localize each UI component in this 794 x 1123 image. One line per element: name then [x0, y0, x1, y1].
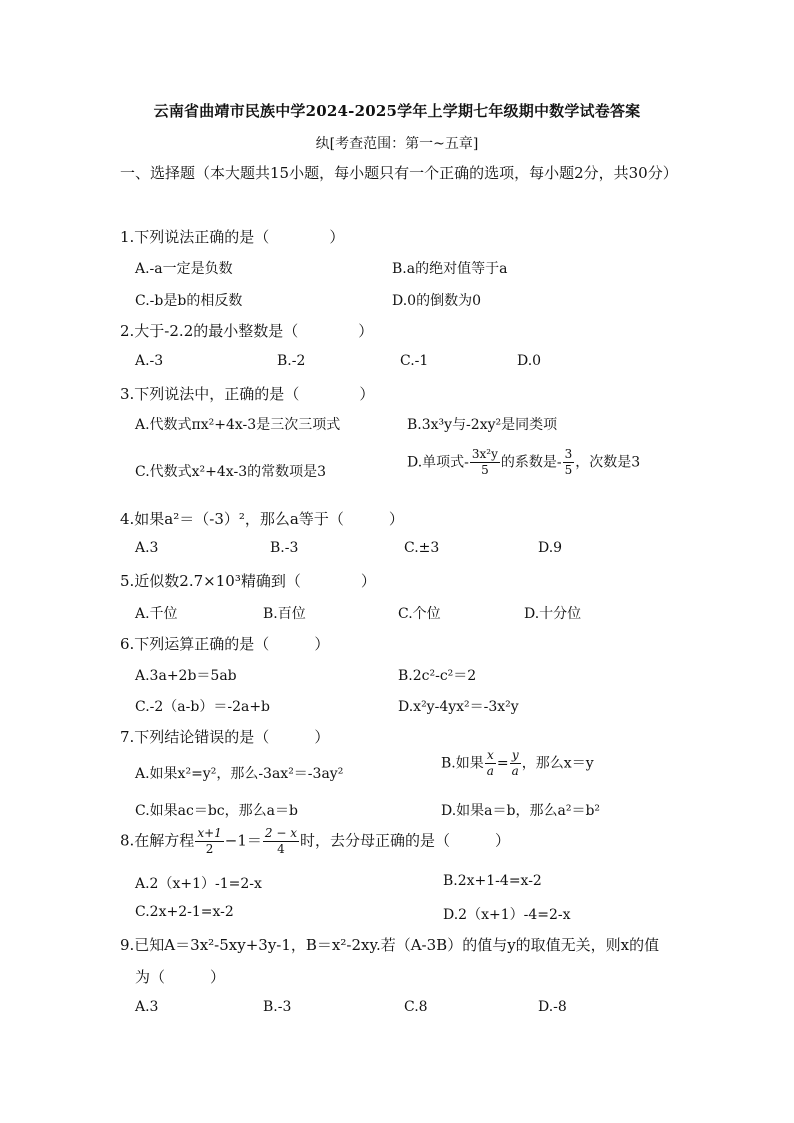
question-8-mid: −1＝ [224, 831, 262, 850]
fraction-numerator: 2 − x [264, 826, 297, 840]
question-3-option-a: A.代数式πx²+4x-3是三次三项式 [135, 417, 341, 433]
question-3-option-d-mid: 的系数是- [500, 454, 562, 471]
question-3-fraction-2 [563, 447, 575, 478]
question-9-option-c: C.8 [404, 999, 428, 1015]
question-9-option-b: B.-3 [263, 999, 292, 1015]
question-9-option-d: D.-8 [538, 999, 567, 1015]
question-7-option-c: C.如果ac＝bc，那么a＝b [135, 803, 298, 819]
question-8-suffix: 时，去分母正确的是（ ） [300, 831, 511, 850]
question-4-option-d: D.9 [538, 540, 563, 556]
question-1-option-c: C.-b是b的相反数 [135, 293, 243, 309]
question-7-option-d: D.如果a＝b，那么a²＝b² [441, 803, 601, 819]
question-8-option-b: B.2x+1-4=x-2 [443, 873, 542, 889]
question-2-stem: 2.大于-2.2的最小整数是（ ） [120, 322, 374, 340]
question-7-option-b-suffix: ，那么x＝y [521, 755, 594, 772]
question-8-option-a: A.2（x+1）-1=2-x [135, 876, 262, 892]
question-7-fraction-2 [510, 748, 521, 779]
question-8-prefix: 8.在解方程 [120, 831, 195, 850]
question-6-option-d: D.x²y-4yx²＝-3x²y [398, 699, 519, 715]
question-9-option-a: A.3 [135, 999, 159, 1015]
question-3-fraction-1 [470, 447, 500, 478]
page-subtitle: 纨[考查范围：第一~五章] [315, 136, 479, 152]
question-4-option-b: B.-3 [270, 540, 299, 556]
question-1-option-b: B.a的绝对值等于a [392, 261, 508, 277]
question-5-stem: 5.近似数2.7×10³精确到（ ） [120, 572, 376, 590]
question-8-stem [120, 826, 510, 857]
question-4-stem: 4.如果a²＝（-3）²，那么a等于（ ） [120, 510, 404, 528]
question-5-option-d: D.十分位 [524, 606, 582, 622]
fraction-numerator: x+1 [197, 826, 222, 840]
question-6-option-b: B.2c²-c²＝2 [398, 668, 477, 684]
question-7-option-b-equals: = [496, 755, 509, 772]
question-2-option-d: D.0 [517, 353, 542, 369]
question-8-fraction-1 [195, 826, 223, 857]
question-7-fraction-1 [485, 748, 496, 779]
question-5-option-c: C.个位 [398, 606, 441, 622]
question-3-option-d-suffix: ，次数是3 [575, 454, 641, 471]
question-9-stem-line-1: 9.已知A＝3x²-5xy+3y-1，B＝x²-2xy.若（A-3B）的值与y的取值无关，则x的值 [120, 936, 660, 954]
question-6-option-a: A.3a+2b＝5ab [135, 668, 237, 684]
question-9-stem-line-2: 为（ ） [135, 968, 226, 986]
question-7-stem: 7.下列结论错误的是（ ） [120, 728, 330, 746]
fraction-numerator: 3 [564, 447, 573, 461]
question-3-stem: 3.下列说法中，正确的是（ ） [120, 385, 375, 403]
question-2-option-b: B.-2 [277, 353, 306, 369]
question-5-option-b: B.百位 [263, 606, 306, 622]
question-7-option-a: A.如果x²=y²，那么-3ax²＝-3ay² [135, 766, 344, 782]
fraction-numerator: x [485, 748, 496, 764]
question-7-option-b [441, 748, 594, 779]
fraction-denominator: a [511, 764, 519, 778]
question-8-option-c: C.2x+2-1=x-2 [135, 904, 234, 920]
fraction-denominator: 5 [564, 463, 573, 477]
question-7-option-b-prefix: B.如果 [441, 755, 484, 772]
question-4-option-a: A.3 [135, 540, 159, 556]
question-1-stem: 1.下列说法正确的是（ ） [120, 228, 345, 246]
question-3-option-d-prefix: D.单项式- [407, 454, 469, 471]
question-1-option-d: D.0的倒数为0 [392, 293, 481, 309]
question-3-option-c: C.代数式x²+4x-3的常数项是3 [135, 464, 327, 480]
fraction-denominator: 5 [481, 463, 489, 477]
fraction-numerator: y [510, 748, 521, 764]
section-heading: 一、选择题（本大题共15小题，每小题只有一个正确的选项，每小题2分，共30分） [120, 164, 678, 182]
question-6-stem: 6.下列运算正确的是（ ） [120, 635, 330, 653]
question-1-option-a: A.-a一定是负数 [135, 261, 233, 277]
fraction-numerator: 3x²y [471, 447, 498, 461]
question-2-option-a: A.-3 [135, 353, 164, 369]
question-8-fraction-2 [263, 826, 299, 857]
fraction-denominator: 2 [205, 842, 214, 856]
fraction-denominator: 4 [277, 842, 285, 856]
question-5-option-a: A.千位 [135, 606, 178, 622]
question-3-option-b: B.3x³y与-2xy²是同类项 [407, 417, 558, 433]
question-4-option-c: C.±3 [404, 540, 440, 556]
question-6-option-c: C.-2（a-b）＝-2a+b [135, 699, 271, 715]
fraction-denominator: a [486, 764, 494, 778]
question-2-option-c: C.-1 [400, 353, 429, 369]
question-8-option-d: D.2（x+1）-4=2-x [443, 907, 571, 923]
page-title: 云南省曲靖市民族中学2024-2025学年上学期七年级期中数学试卷答案 [153, 102, 641, 120]
question-3-option-d [407, 447, 640, 478]
